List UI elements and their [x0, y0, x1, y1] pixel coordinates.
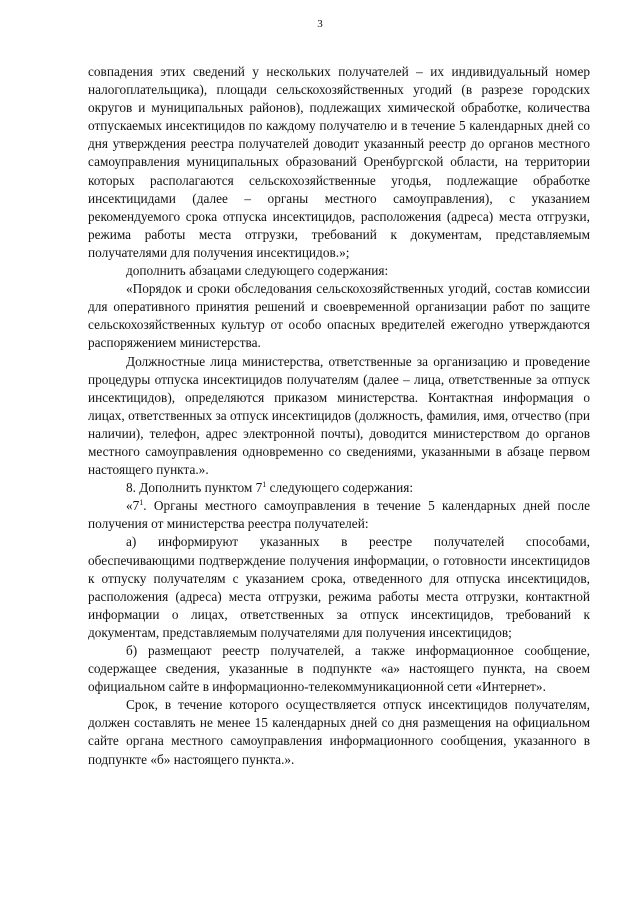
paragraph — [88, 642, 590, 696]
superscript: 1 — [262, 480, 267, 490]
paragraph-text: «Порядок и сроки обследования сельскохозяйственных угодий, состав комиссии для оперативного принятия решений и своевременной организации работ по защите сельскохозяйственных культур от особо опасных вредителей ежегодно утверждаются распоряжением министерства. — [88, 281, 590, 351]
document-body — [88, 63, 590, 769]
superscript: 1 — [139, 498, 144, 508]
paragraph-text: «7 — [126, 498, 140, 514]
paragraph-text: . Органы местного самоуправления в течение 5 календарных дней после получения от министерства реестра получателей: — [88, 498, 590, 532]
paragraph-text: совпадения этих сведений у нескольких получателей – их индивидуальный номер налогоплательщика), площади сельскохозяйственных угодий (в разрезе городских округов и муниципальных районов), подлежащих химической обработке, количества отпускаемых инсектицидов по каждому получателю и в течение 5 календарных дней со дня утверждения реестра получателей доводит указанный реестр до органов местного самоуправления муниципальных образований Оренбургской области, на территории которых располагаются сельскохозяйственные угодья, подлежащие обработке инсектицидами (далее – органы местного самоуправления), с указанием рекомендуемого срока отпуска инсектицидов, расположения (адреса) места отгрузки, режима работы места отгрузки, требований к документам, представляемым получателями для получения инсектицидов.»; — [88, 64, 590, 260]
paragraph — [88, 533, 590, 642]
paragraph — [88, 280, 590, 352]
paragraph-text: Должностные лица министерства, ответственные за организацию и проведение процедуры отпуска инсектицидов получателям (далее – лица, ответственные за отпуск инсектицидов), определяются приказом министерства. Контактная информация о лицах, ответственных за отпуск инсектицидов (должность, фамилия, имя, отчество (при наличии), телефон, адрес электронной почты), доводится министерством до органов местного самоуправления одновременно со сведениями, указанными в абзаце первом настоящего пункта.». — [88, 353, 590, 478]
page-number: 3 — [317, 18, 323, 30]
paragraph — [88, 497, 590, 533]
paragraph-text: следующего содержания: — [266, 480, 414, 496]
paragraph — [88, 353, 590, 480]
paragraph — [88, 262, 590, 280]
paragraph-text: Срок, в течение которого осуществляется отпуск инсектицидов получателям, должен составлять не менее 15 календарных дней со дня размещения на официальном сайте органа местного самоуправления информационного сообщения, указанного в подпункте «б» настоящего пункта.». — [88, 697, 590, 767]
paragraph-text: а) информируют указанных в реестре получателей способами, обеспечивающими подтверждение получения информации, о готовности инсектицидов к отпуску получателям с указанием срока, отведенного для отпуска инсектицидов, расположения (адреса) места отгрузки, режима работы места отгрузки, контактной информации о лицах, ответственных за отпуск инсектицидов, требований к документам, представляемым получателями для получения инсектицидов; — [88, 534, 590, 640]
paragraph-text: б) размещают реестр получателей, а также информационное сообщение, содержащее сведения, указанные в подпункте «а» настоящего пункта, на своем официальном сайте в информационно-телекоммуникационной сети «Интернет». — [88, 643, 590, 695]
paragraph-text: 8. Дополнить пунктом 7 — [126, 480, 263, 496]
paragraph — [88, 696, 590, 768]
paragraph — [88, 63, 590, 262]
paragraph-text: дополнить абзацами следующего содержания: — [126, 263, 389, 279]
paragraph — [88, 479, 590, 497]
